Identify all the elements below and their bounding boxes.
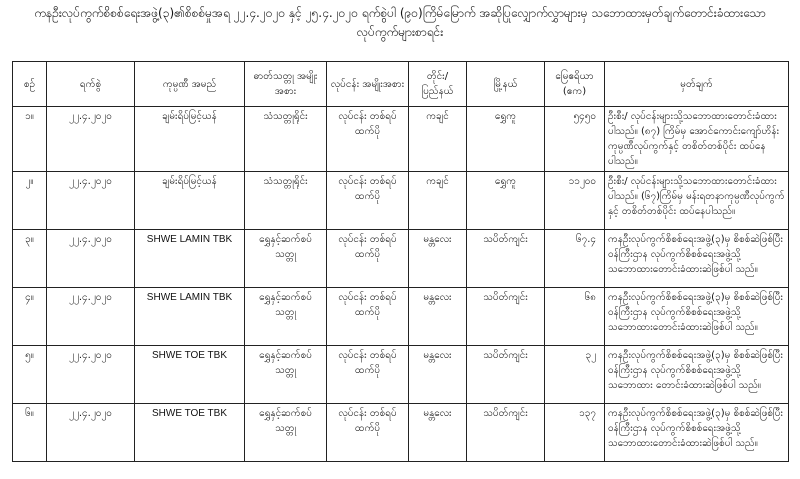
header-no: စဉ် — [13, 62, 47, 107]
cell-state: ကချင် — [409, 172, 467, 230]
header-mineral: ဓာတ်သတ္တု အမျိုးအစား — [245, 62, 327, 107]
cell-township: သပိတ်ကျင်း — [467, 346, 545, 404]
cell-no: ၁။ — [13, 107, 47, 172]
cell-work-type: လုပ်ငန်း တစ်ရပ်ထက်ပို — [327, 404, 409, 462]
header-row — [13, 62, 789, 107]
cell-date: ၂၂.၄.၂၀၂၀ — [47, 230, 135, 288]
cell-remark: ဦးစီး/ လုပ်ငန်းများသို့သဘောထားတောင်းခံထားပါသည်။ (၆၇)ကြိမ်မှ မန်းရတနာကုမ္ပဏီလုပ်ကွက်နှင့် တစိတ်တစ်ပိုင်း ထပ်နေပါသည်။ — [605, 172, 789, 230]
header-area: မြေဧရိယာ (ဧက) — [545, 62, 605, 107]
cell-mineral: ရွှေနှင့်ဆက်စပ် သတ္တု — [245, 288, 327, 346]
table-row — [13, 288, 789, 346]
cell-remark: ကနဦးလုပ်ကွက်စိစစ်ရေးအဖွဲ့(၃)မှ စိစစ်ဆဲဖြစ်ပြီး ဝန်ကြီးဌာန လုပ်ကွက်စိစစ်ရေးအဖွဲ့သို့ သဘောထား တောင်းခံထားဆဲဖြစ်ပါ သည်။ — [605, 346, 789, 404]
cell-township: ရွှေကူ — [467, 172, 545, 230]
title-line-2: လုပ်ကွက်များစာရင်း — [356, 25, 444, 39]
table-row — [13, 172, 789, 230]
cell-area: ၅၄၅၀ — [545, 107, 605, 172]
header-state: တိုင်း/ ပြည်နယ် — [409, 62, 467, 107]
cell-no: ၃။ — [13, 230, 47, 288]
cell-company: SHWE TOE TBK — [135, 346, 245, 404]
cell-remark: ကနဦးလုပ်ကွက်စိစစ်ရေးအဖွဲ့(၃)မှ စိစစ်ဆဲဖြစ်ပြီး ဝန်ကြီးဌာန လုပ်ကွက်စိစစ်ရေးအဖွဲ့သို့ သဘောထားတောင်းခံထားဆဲဖြစ်ပါ သည်။ — [605, 230, 789, 288]
cell-state: မန္တလေး — [409, 404, 467, 462]
cell-work-type: လုပ်ငန်း တစ်ရပ်ထက်ပို — [327, 288, 409, 346]
cell-remark: ဦးစီး/ လုပ်ငန်းများသို့သဘောထားတောင်းခံထားပါသည်။ (၈၇) ကြိမ်မှ အောင်ကောင်းကျော်ဟိန်းကုမ္ပဏီလုပ်ကွက်နှင့် တစိတ်တစ်ပိုင်း ထပ်နေပါသည်။ — [605, 107, 789, 172]
table-row — [13, 107, 789, 172]
header-date: ရက်စွဲ — [47, 62, 135, 107]
table-row — [13, 404, 789, 462]
cell-mineral: ရွှေနှင့်ဆက်စပ် သတ္တု — [245, 346, 327, 404]
header-company: ကုမ္ပဏီ အမည် — [135, 62, 245, 107]
cell-company: SHWE TOE TBK — [135, 404, 245, 462]
cell-remark: ကနဦးလုပ်ကွက်စိစစ်ရေးအဖွဲ့(၃)မှ စိစစ်ဆဲဖြစ်ပြီး ဝန်ကြီးဌာန လုပ်ကွက်စိစစ်ရေးအဖွဲ့သို့ သဘောထားတောင်းခံထားဆဲဖြစ်ပါ သည်။ — [605, 288, 789, 346]
title-line-1: ကနဦးလုပ်ကွက်စိစစ်ရေးအဖွဲ့(၃)၏စိစစ်မှုအရ ၂၂.၄.၂၀၂၀ နှင့် ၂၅.၄.၂၀၂၀ ရက်စွဲပါ (၉၀)ကြိမ်မြောက် အဆိုပြုလျှောက်လွှာများမှ သဘောထားမှတ်ချက်တောင်းခံထားသော — [34, 6, 766, 20]
cell-remark: ကနဦးလုပ်ကွက်စိစစ်ရေးအဖွဲ့(၃)မှ စိစစ်ဆဲဖြစ်ပြီး ဝန်ကြီးဌာန လုပ်ကွက်စိစစ်ရေးအဖွဲ့သို့ သဘောထားတောင်းခံထားဆဲဖြစ်ပါ သည်။ — [605, 404, 789, 462]
cell-state: မန္တလေး — [409, 346, 467, 404]
cell-township: သပိတ်ကျင်း — [467, 404, 545, 462]
cell-township: သပိတ်ကျင်း — [467, 288, 545, 346]
cell-date: ၂၂.၄.၂၀၂၀ — [47, 404, 135, 462]
cell-company: SHWE LAMIN TBK — [135, 288, 245, 346]
table-row — [13, 230, 789, 288]
mining-blocks-table — [12, 61, 789, 462]
cell-area: ၆၈ — [545, 288, 605, 346]
cell-work-type: လုပ်ငန်း တစ်ရပ်ထက်ပို — [327, 107, 409, 172]
cell-mineral: ရွှေနှင့်ဆက်စပ် သတ္တု — [245, 404, 327, 462]
cell-state: မန္တလေး — [409, 230, 467, 288]
cell-area: ၆၇.၄ — [545, 230, 605, 288]
cell-no: ၆။ — [13, 404, 47, 462]
cell-mineral: သံသတ္တုရိုင်း — [245, 107, 327, 172]
cell-area: ၁၃၇ — [545, 404, 605, 462]
cell-date: ၂၂.၄.၂၀၂၀ — [47, 346, 135, 404]
cell-mineral: ရွှေနှင့်ဆက်စပ် သတ္တု — [245, 230, 327, 288]
cell-date: ၂၂.၄.၂၀၂၀ — [47, 172, 135, 230]
cell-state: ကချင် — [409, 107, 467, 172]
header-remark: မှတ်ချက် — [605, 62, 789, 107]
cell-work-type: လုပ်ငန်း တစ်ရပ်ထက်ပို — [327, 230, 409, 288]
table-row — [13, 346, 789, 404]
cell-township: ရွှေကူ — [467, 107, 545, 172]
cell-no: ၂။ — [13, 172, 47, 230]
cell-date: ၂၂.၄.၂၀၂၀ — [47, 288, 135, 346]
cell-company: SHWE LAMIN TBK — [135, 230, 245, 288]
header-work-type: လုပ်ငန်း အမျိုးအစား — [327, 62, 409, 107]
cell-mineral: သံသတ္တုရိုင်း — [245, 172, 327, 230]
cell-company: ချမ်းရိပ်မြင့်ယန် — [135, 107, 245, 172]
header-township: မြို့နယ် — [467, 62, 545, 107]
cell-area: ၃၂ — [545, 346, 605, 404]
cell-work-type: လုပ်ငန်း တစ်ရပ်ထက်ပို — [327, 346, 409, 404]
cell-date: ၂၂.၄.၂၀၂၀ — [47, 107, 135, 172]
cell-no: ၄။ — [13, 288, 47, 346]
cell-state: မန္တလေး — [409, 288, 467, 346]
cell-area: ၁၁၂၀၀ — [545, 172, 605, 230]
cell-no: ၅။ — [13, 346, 47, 404]
document-title — [0, 0, 800, 52]
cell-township: သပိတ်ကျင်း — [467, 230, 545, 288]
cell-company: ချမ်းရိပ်မြင့်ယန် — [135, 172, 245, 230]
cell-work-type: လုပ်ငန်း တစ်ရပ်ထက်ပို — [327, 172, 409, 230]
